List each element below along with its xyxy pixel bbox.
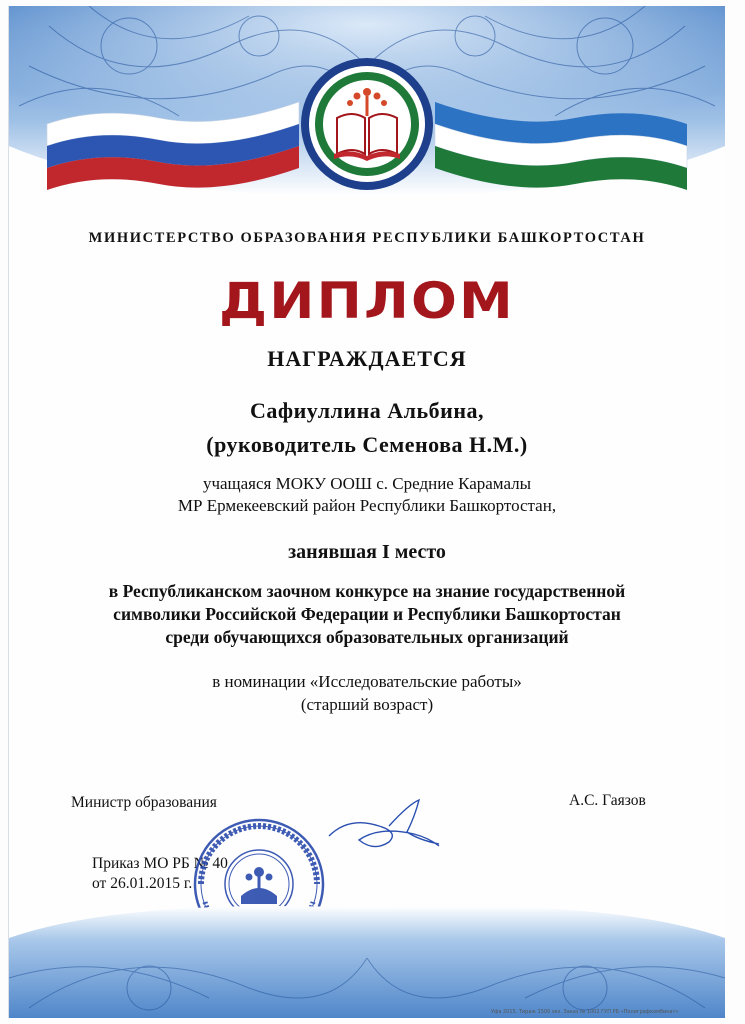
school-line-1: учащаяся МОКУ ООШ с. Средние Карамалы (202, 474, 532, 493)
place-heading: занявшая I место (288, 541, 446, 563)
recipient-leader: (руководитель Семенова Н.М.) (206, 432, 528, 457)
diploma-title: ДИПЛОМ (219, 272, 515, 330)
diploma-page (8, 6, 725, 1018)
top-decoration (9, 6, 725, 236)
awarded-heading: НАГРАЖДАЕТСЯ (267, 346, 467, 371)
school-line-2: МР Ермекеевский район Республики Башкортостан, (177, 496, 557, 515)
order-line-1: Приказ МО РБ № 40 (92, 855, 228, 872)
print-footer: Уфа 2015. Тираж 1500 экз. Заказ № 1002 ГУП РБ «Полиграфкомбинат» (491, 1009, 679, 1015)
nomination-line-1: в номинации «Исследовательские работы» (212, 672, 522, 691)
education-emblem-icon (301, 58, 433, 190)
contest-line-3: среди обучающихся образовательных организаций (165, 627, 569, 647)
nomination-line-2: (старший возраст) (300, 695, 434, 714)
minister-name: А.С. Гаязов (569, 792, 646, 809)
signature-icon (319, 796, 469, 856)
order-line-2: от 26.01.2015 г. (92, 875, 193, 892)
contest-line-2: символики Российской Федерации и Республики Башкортостан (113, 604, 621, 624)
ministry-heading: МИНИСТЕРСТВО ОБРАЗОВАНИЯ РЕСПУБЛИКИ БАШКОРТОСТАН (88, 230, 646, 246)
recipient-name: Сафиуллина Альбина, (250, 398, 484, 423)
minister-role: Министр образования (71, 794, 217, 811)
bottom-decoration (9, 898, 725, 1018)
contest-line-1: в Республиканском заочном конкурсе на знание государственной (108, 581, 626, 601)
